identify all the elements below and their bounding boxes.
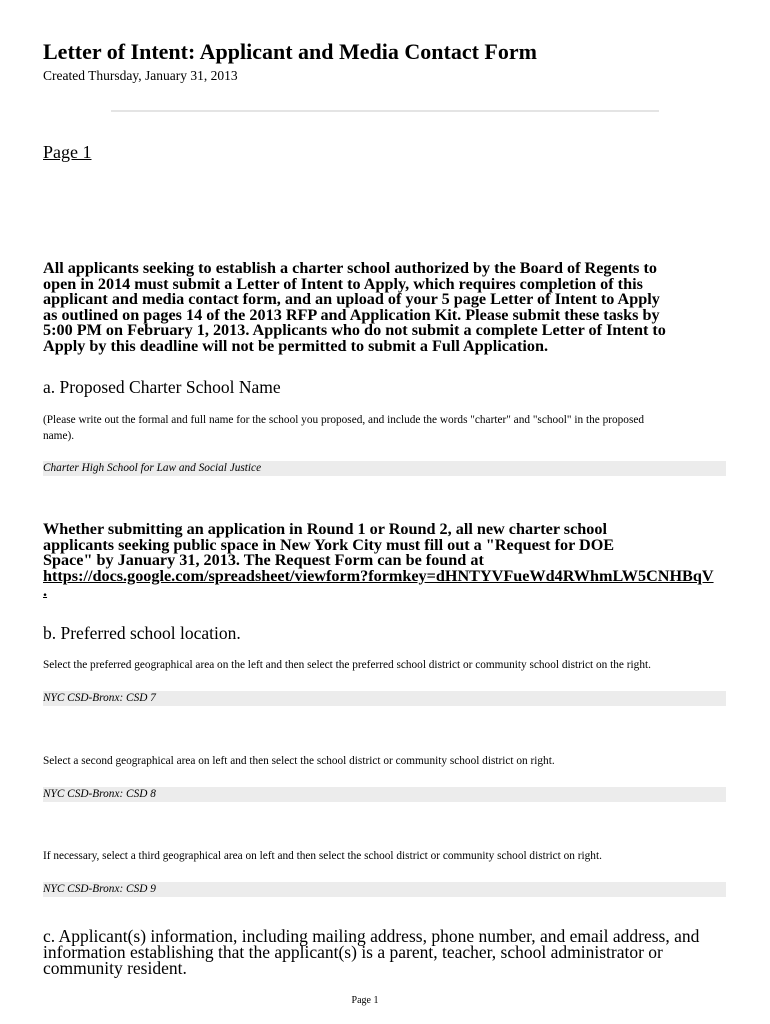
location-1-answer: NYC CSD-Bronx: CSD 7 [43,691,726,706]
doe-notice-line: Space" by January 31, 2013. The Request Form can be found at [43,551,484,570]
section-a-help-line: name). [43,430,75,442]
intro-line: applicant and media contact form, and an upload of your 5 page Letter of Intent to Apply [43,290,660,309]
doe-link-end: . [43,582,48,601]
doe-space-notice [43,522,714,600]
section-a-heading: a. Proposed Charter School Name [43,377,281,397]
section-b-heading: b. Preferred school location. [43,623,241,643]
page-footer-number: Page 1 [351,995,379,1006]
location-2-answer: NYC CSD-Bronx: CSD 8 [43,787,726,802]
section-c-heading-line: information establishing that the applicant(s) is a parent, teacher, school administrator or [43,942,663,962]
section-a-help-line: (Please write out the formal and full name for the school you proposed, and include the words "charter" and "school" in the proposed [43,414,645,426]
page-title: Letter of Intent: Applicant and Media Contact Form [43,39,537,64]
location-3-answer: NYC CSD-Bronx: CSD 9 [43,882,726,897]
intro-paragraph [43,261,666,355]
section-a-help [43,412,644,444]
page-label: Page 1 [43,142,92,162]
location-1-prompt [43,657,651,673]
section-c-heading-line: community resident. [43,958,187,978]
location-3-prompt [43,848,602,864]
intro-line: as outlined on pages 14 of the 2013 RFP and Application Kit. Please submit these tasks by [43,305,660,324]
intro-line: Apply by this deadline will not be permitted to submit a Full Application. [43,336,549,355]
intro-line: All applicants seeking to establish a charter school authorized by the Board of Regents to [43,259,657,277]
section-c-heading-line: c. Applicant(s) information, including mailing address, phone number, and email address, and [43,926,700,946]
intro-line: open in 2014 must submit a Letter of Intent to Apply, which requires completion of this [43,274,643,293]
location-3-prompt-text: If necessary, select a third geographical area on left and then select the school district or community school district on right. [43,850,602,862]
location-1-prompt-text: Select the preferred geographical area on the left and then select the preferred school district or community school district on the right. [43,659,651,671]
doe-request-form-link[interactable]: https://docs.google.com/spreadsheet/viewform?formkey=dHNTYVFueWd4RWhmLW5CNHBqV [43,566,714,585]
location-2-prompt-text: Select a second geographical area on left and then select the school district or community school district on right. [43,755,555,767]
header-divider [111,110,659,112]
location-2-prompt [43,753,555,769]
doe-notice-line: applicants seeking public space in New York City must fill out a "Request for DOE [43,535,615,554]
doe-notice-line: Whether submitting an application in Round 1 or Round 2, all new charter school [43,520,607,538]
intro-line: 5:00 PM on February 1, 2013. Applicants who do not submit a complete Letter of Intent to [43,321,666,340]
created-date: Created Thursday, January 31, 2013 [43,68,238,83]
section-c-heading [43,928,699,976]
school-name-answer: Charter High School for Law and Social Justice [43,461,726,476]
